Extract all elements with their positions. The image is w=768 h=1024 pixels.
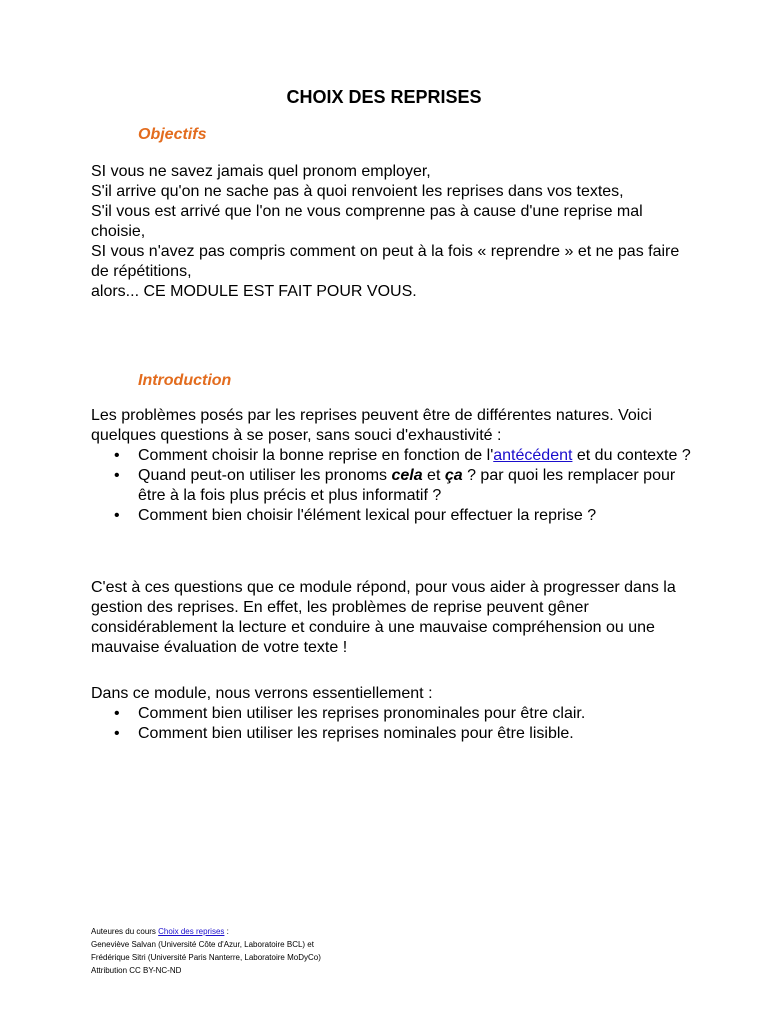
page-title: CHOIX DES REPRISES (286, 87, 482, 107)
list-item-text: ? par quoi les remplacer pour être à la fois plus précis et plus informatif ? (138, 467, 676, 504)
objectifs-line: SI vous n'avez pas compris comment on peut à la fois « reprendre » et ne pas faire de répétitions, (91, 243, 680, 280)
section-heading-objectifs: Objectifs (138, 126, 207, 143)
list-item: • Comment bien utiliser les reprises pronominales pour être clair. (91, 704, 691, 724)
module-section (91, 684, 691, 744)
objectifs-paragraph (91, 162, 691, 302)
introduction-section (91, 406, 691, 526)
list-item (91, 446, 691, 466)
list-item-text: Quand peut-on utiliser les pronoms (138, 467, 392, 484)
conclusion-paragraph (91, 578, 691, 658)
footer-text: : (224, 927, 229, 936)
list-item-text: Comment choisir la bonne reprise en fonction de l' (138, 447, 494, 464)
course-link[interactable]: Choix des reprises (158, 927, 225, 936)
objectifs-line: S'il vous est arrivé que l'on ne vous comprenne pas à cause d'une reprise mal choisie, (91, 203, 643, 240)
footer-license: Attribution CC BY-NC-ND (91, 966, 182, 975)
footer-authors-line (91, 925, 591, 938)
antecedent-link[interactable]: antécédent (493, 447, 573, 464)
conclusion-text: C'est à ces questions que ce module répond, pour vous aider à progresser dans la gestion des reprises. En effet, les problèmes de reprise peuvent gêner considérablement la lecture et conduire à une mauvaise compréhension ou une mauvaise évaluation de votre texte ! (91, 579, 676, 656)
introduction-paragraph: Les problèmes posés par les reprises peuvent être de différentes natures. Voici quelques questions à se poser, sans souci d'exhaustivité : (91, 407, 652, 444)
footer-author-1: Geneviève Salvan (Université Côte d'Azur, Laboratoire BCL) et (91, 940, 314, 949)
list-item-text: et du contexte ? (572, 447, 691, 464)
module-intro: Dans ce module, nous verrons essentiellement : (91, 685, 433, 702)
module-list (91, 704, 691, 744)
list-item: • Comment bien choisir l'élément lexical pour effectuer la reprise ? (91, 506, 691, 526)
objectifs-line: S'il arrive qu'on ne sache pas à quoi renvoient les reprises dans vos textes, (91, 183, 624, 200)
objectifs-line: SI vous ne savez jamais quel pronom employer, (91, 163, 431, 180)
footer-credits (91, 925, 591, 977)
section-heading-introduction: Introduction (138, 372, 232, 389)
footer-author-2: Frédérique Sitri (Université Paris Nanterre, Laboratoire MoDyCo) (91, 953, 321, 962)
list-item (91, 466, 691, 506)
emphasis-cela: cela (391, 467, 423, 484)
list-item-text: et (422, 467, 445, 484)
footer-text: Auteures du cours (91, 927, 159, 936)
list-item: • Comment bien utiliser les reprises nominales pour être lisible. (91, 724, 691, 744)
questions-list (91, 446, 691, 526)
emphasis-ca: ça (444, 467, 463, 484)
objectifs-line: alors... CE MODULE EST FAIT POUR VOUS. (91, 283, 417, 300)
